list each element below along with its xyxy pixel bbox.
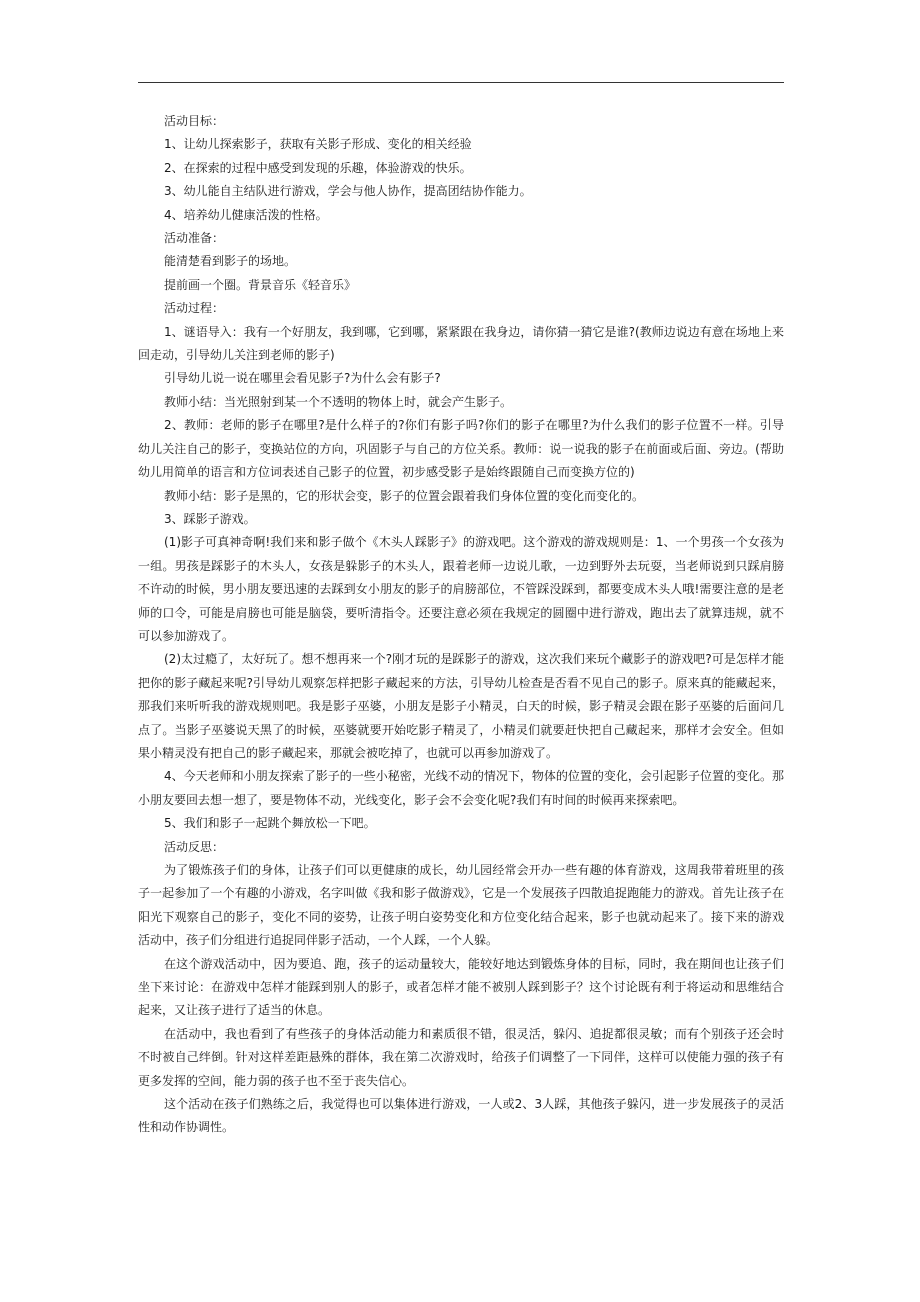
goal-item-1: 1、让幼儿探索影子，获取有关影子形成、变化的相关经验 bbox=[164, 137, 472, 152]
preparation-item-2: 提前画一个圈。背景音乐《轻音乐》 bbox=[164, 277, 357, 292]
process-step-4: 4、今天老师和小朋友探索了影子的一些小秘密，光线不动的情况下，物体的位置的变化，会引起影子位置的变化。那小朋友要回去想一想了，要是物体不动，光线变化，影子会不会变化呢?我们有时间的时候再来探索吧。 bbox=[138, 769, 784, 807]
section-heading-preparation: 活动准备： bbox=[164, 231, 225, 246]
header-rule bbox=[138, 82, 784, 83]
section-heading-goals: 活动目标： bbox=[164, 114, 225, 128]
goal-item-2: 2、在探索的过程中感受到发现的乐趣，体验游戏的快乐。 bbox=[164, 160, 472, 175]
process-step-1: 1、谜语导入：我有一个好朋友，我到哪，它到哪，紧紧跟在我身边，请你猜一猜它是谁?(教师边说边有意在场地上来回走动，引导幼儿关注到老师的影子) bbox=[138, 324, 784, 363]
document-body bbox=[138, 110, 784, 1140]
process-step-3-game-2: (2)太过瘾了，太好玩了。想不想再来一个?刚才玩的是踩影子的游戏，这次我们来玩个藏影子的游戏吧?可是怎样才能把你的影子藏起来呢?引导幼儿观察怎样把影子藏起来的方法，引导幼儿检查是否看不见自己的影子。原来真的能藏起来，那我们来听听我的游戏规则吧。我是影子巫婆，小朋友是影子小精灵，白天的时候，影子精灵会跟在影子巫婆的后面问几点了。当影子巫婆说天黑了的时候，巫婆就要开始吃影子精灵了，小精灵们就要赶快把自己藏起来，那样才会安全。但如果小精灵没有把自己的影子藏起来，那就会被吃掉了，也就可以再参加游戏了。 bbox=[138, 652, 784, 760]
reflection-paragraph-1: 为了锻炼孩子们的身体，让孩子们可以更健康的成长，幼儿园经常会开办一些有趣的体育游戏，这周我带着班里的孩子一起参加了一个有趣的小游戏，名字叫做《我和影子做游戏》，它是一个发展孩子四散追捉跑能力的游戏。首先让孩子在阳光下观察自己的影子，变化不同的姿势，让孩子明白姿势变化和方位变化结合起来，影子也就动起来了。接下来的游戏活动中，孩子们分组进行追捉同伴影子活动，一个人踩，一个人躲。 bbox=[138, 863, 784, 948]
section-heading-reflection: 活动反思： bbox=[164, 839, 225, 854]
process-step-2-summary: 教师小结：影子是黑的，它的形状会变，影子的位置会跟着我们身体位置的变化而变化的。 bbox=[164, 488, 645, 503]
process-step-5: 5、我们和影子一起跳个舞放松一下吧。 bbox=[164, 816, 376, 831]
section-heading-process: 活动过程： bbox=[164, 301, 225, 316]
reflection-paragraph-4: 这个活动在孩子们熟练之后，我觉得也可以集体进行游戏，一人或2、3人踩，其他孩子躲闪，进一步发展孩子的灵活性和动作协调性。 bbox=[138, 1097, 784, 1135]
process-step-3: 3、踩影子游戏。 bbox=[164, 511, 256, 526]
reflection-paragraph-2: 在这个游戏活动中，因为要追、跑，孩子的运动量较大，能较好地达到锻炼身体的目标，同时，我在期间也让孩子们坐下来讨论：在游戏中怎样才能踩到别人的影子，或者怎样才能不被别人踩到影子？这个讨论既有利于将运动和思维结合起来，又让孩子进行了适当的休息。 bbox=[138, 956, 784, 1018]
reflection-paragraph-3: 在活动中，我也看到了有些孩子的身体活动能力和素质很不错，很灵活，躲闪、追捉都很灵敏；而有个别孩子还会时不时被自己绊倒。针对这样差距悬殊的群体，我在第二次游戏时，给孩子们调整了一下同伴，这样可以使能力强的孩子有更多发挥的空间，能力弱的孩子也不至于丧失信心。 bbox=[138, 1026, 784, 1088]
goal-item-4: 4、培养幼儿健康活泼的性格。 bbox=[164, 207, 328, 222]
goal-item-3: 3、幼儿能自主结队进行游戏，学会与他人协作，提高团结协作能力。 bbox=[164, 184, 532, 199]
process-step-1-guide: 引导幼儿说一说在哪里会看见影子?为什么会有影子? bbox=[164, 371, 441, 386]
preparation-item-1: 能清楚看到影子的场地。 bbox=[164, 254, 297, 269]
process-step-1-summary: 教师小结：当光照射到某一个不透明的物体上时，就会产生影子。 bbox=[164, 394, 513, 409]
process-step-3-game-1: (1)影子可真神奇啊!我们来和影子做个《木头人踩影子》的游戏吧。这个游戏的游戏规则是：1、一个男孩一个女孩为一组。男孩是踩影子的木头人，女孩是躲影子的木头人，跟着老师一边说儿歌，一边到野外去玩耍，当老师说到只踩肩膀不许动的时候，男小朋友要迅速的去踩到女小朋友的影子的肩膀部位，不管踩没踩到，都要变成木头人哦!需要注意的是老师的口令，可能是肩膀也可能是脑袋，要听清指令。还要注意必须在我规定的圆圈中进行游戏，跑出去了就算违规，就不可以参加游戏了。 bbox=[138, 535, 784, 643]
process-step-2: 2、教师：老师的影子在哪里?是什么样子的?你们有影子吗?你们的影子在哪里?为什么我们的影子位置不一样。引导幼儿关注自己的影子，变换站位的方向，巩固影子与自己的方位关系。教师：说一说我的影子在前面或后面、旁边。(帮助幼儿用简单的语言和方位词表述自己影子的位置，初步感受影子是始终跟随自己而变换方位的) bbox=[138, 418, 784, 480]
